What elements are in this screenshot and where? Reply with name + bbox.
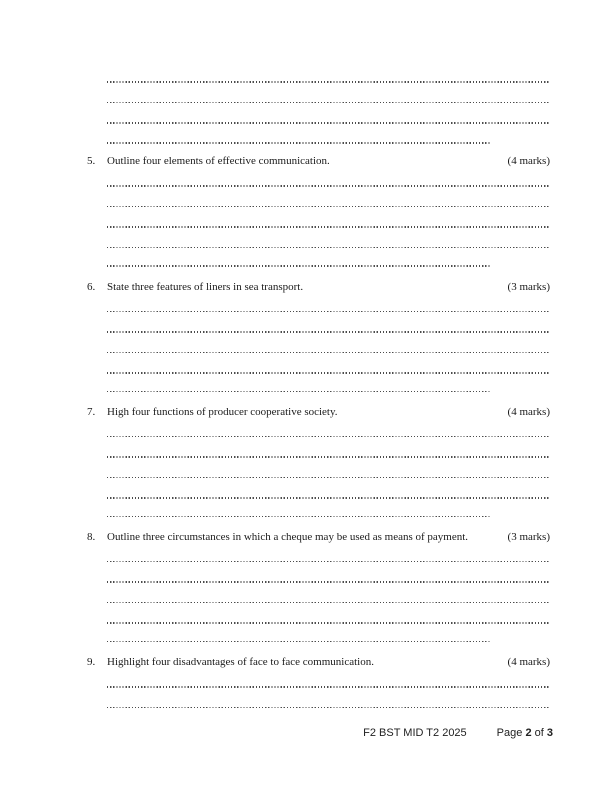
answer-line (107, 185, 550, 187)
question-text: State three features of liners in sea transport. (107, 280, 304, 293)
answer-line (107, 581, 550, 583)
question-number: 9. (87, 655, 96, 668)
question-number: 7. (87, 405, 96, 418)
answer-line (107, 331, 550, 333)
question-7 (87, 405, 550, 525)
marks-label: (3 marks) (507, 530, 550, 543)
answer-line (107, 102, 550, 104)
answer-line (107, 497, 550, 499)
question-text: High four functions of producer cooperative society. (107, 405, 338, 418)
question-6 (87, 280, 550, 400)
marks-label: (4 marks) (507, 655, 550, 668)
answer-lines-continuation (87, 0, 550, 150)
answer-line (107, 602, 550, 604)
answer-line (107, 226, 550, 228)
question-number: 8. (87, 530, 96, 543)
marks-label: (3 marks) (507, 280, 550, 293)
question-number: 5. (87, 155, 96, 167)
answer-line (107, 436, 550, 438)
question-8 (87, 530, 550, 650)
answer-line (107, 641, 490, 643)
answer-line (107, 477, 550, 479)
answer-line (107, 686, 550, 688)
answer-line (107, 391, 490, 393)
question-row (87, 405, 550, 419)
answer-line (107, 622, 550, 624)
question-row (87, 530, 550, 544)
question-row (87, 280, 550, 294)
question-row (87, 154, 550, 168)
question-text: Highlight four disadvantages of face to face communication. (107, 655, 374, 668)
total-pages: 3 (546, 727, 553, 739)
of-word: of (534, 727, 544, 739)
page-indicator (497, 726, 553, 740)
answer-line (107, 122, 550, 124)
answer-line (107, 311, 550, 313)
answer-line (107, 247, 550, 249)
question-number: 6. (87, 280, 96, 293)
answer-line (107, 707, 550, 709)
marks-label: (4 marks) (507, 405, 550, 418)
page-number: 2 (525, 727, 532, 739)
answer-line (107, 265, 490, 267)
answer-line (107, 206, 550, 208)
answer-line (107, 516, 490, 518)
answer-line (107, 372, 550, 374)
page-word: Page (496, 727, 523, 739)
question-text: Outline three circumstances in which a cheque may be used as means of payment. (107, 530, 469, 543)
question-9 (87, 655, 550, 725)
answer-line (107, 456, 550, 458)
answer-line (107, 81, 550, 83)
answer-line (107, 561, 550, 563)
question-5 (87, 154, 550, 274)
page-footer (363, 726, 553, 740)
question-row (87, 655, 550, 669)
answer-line (107, 352, 550, 354)
answer-line (107, 142, 490, 144)
doc-code: F2 BST MID T2 2025 (363, 727, 467, 739)
question-text: Outline four elements of effective communication. (107, 155, 330, 167)
marks-label: (4 marks) (507, 155, 550, 167)
